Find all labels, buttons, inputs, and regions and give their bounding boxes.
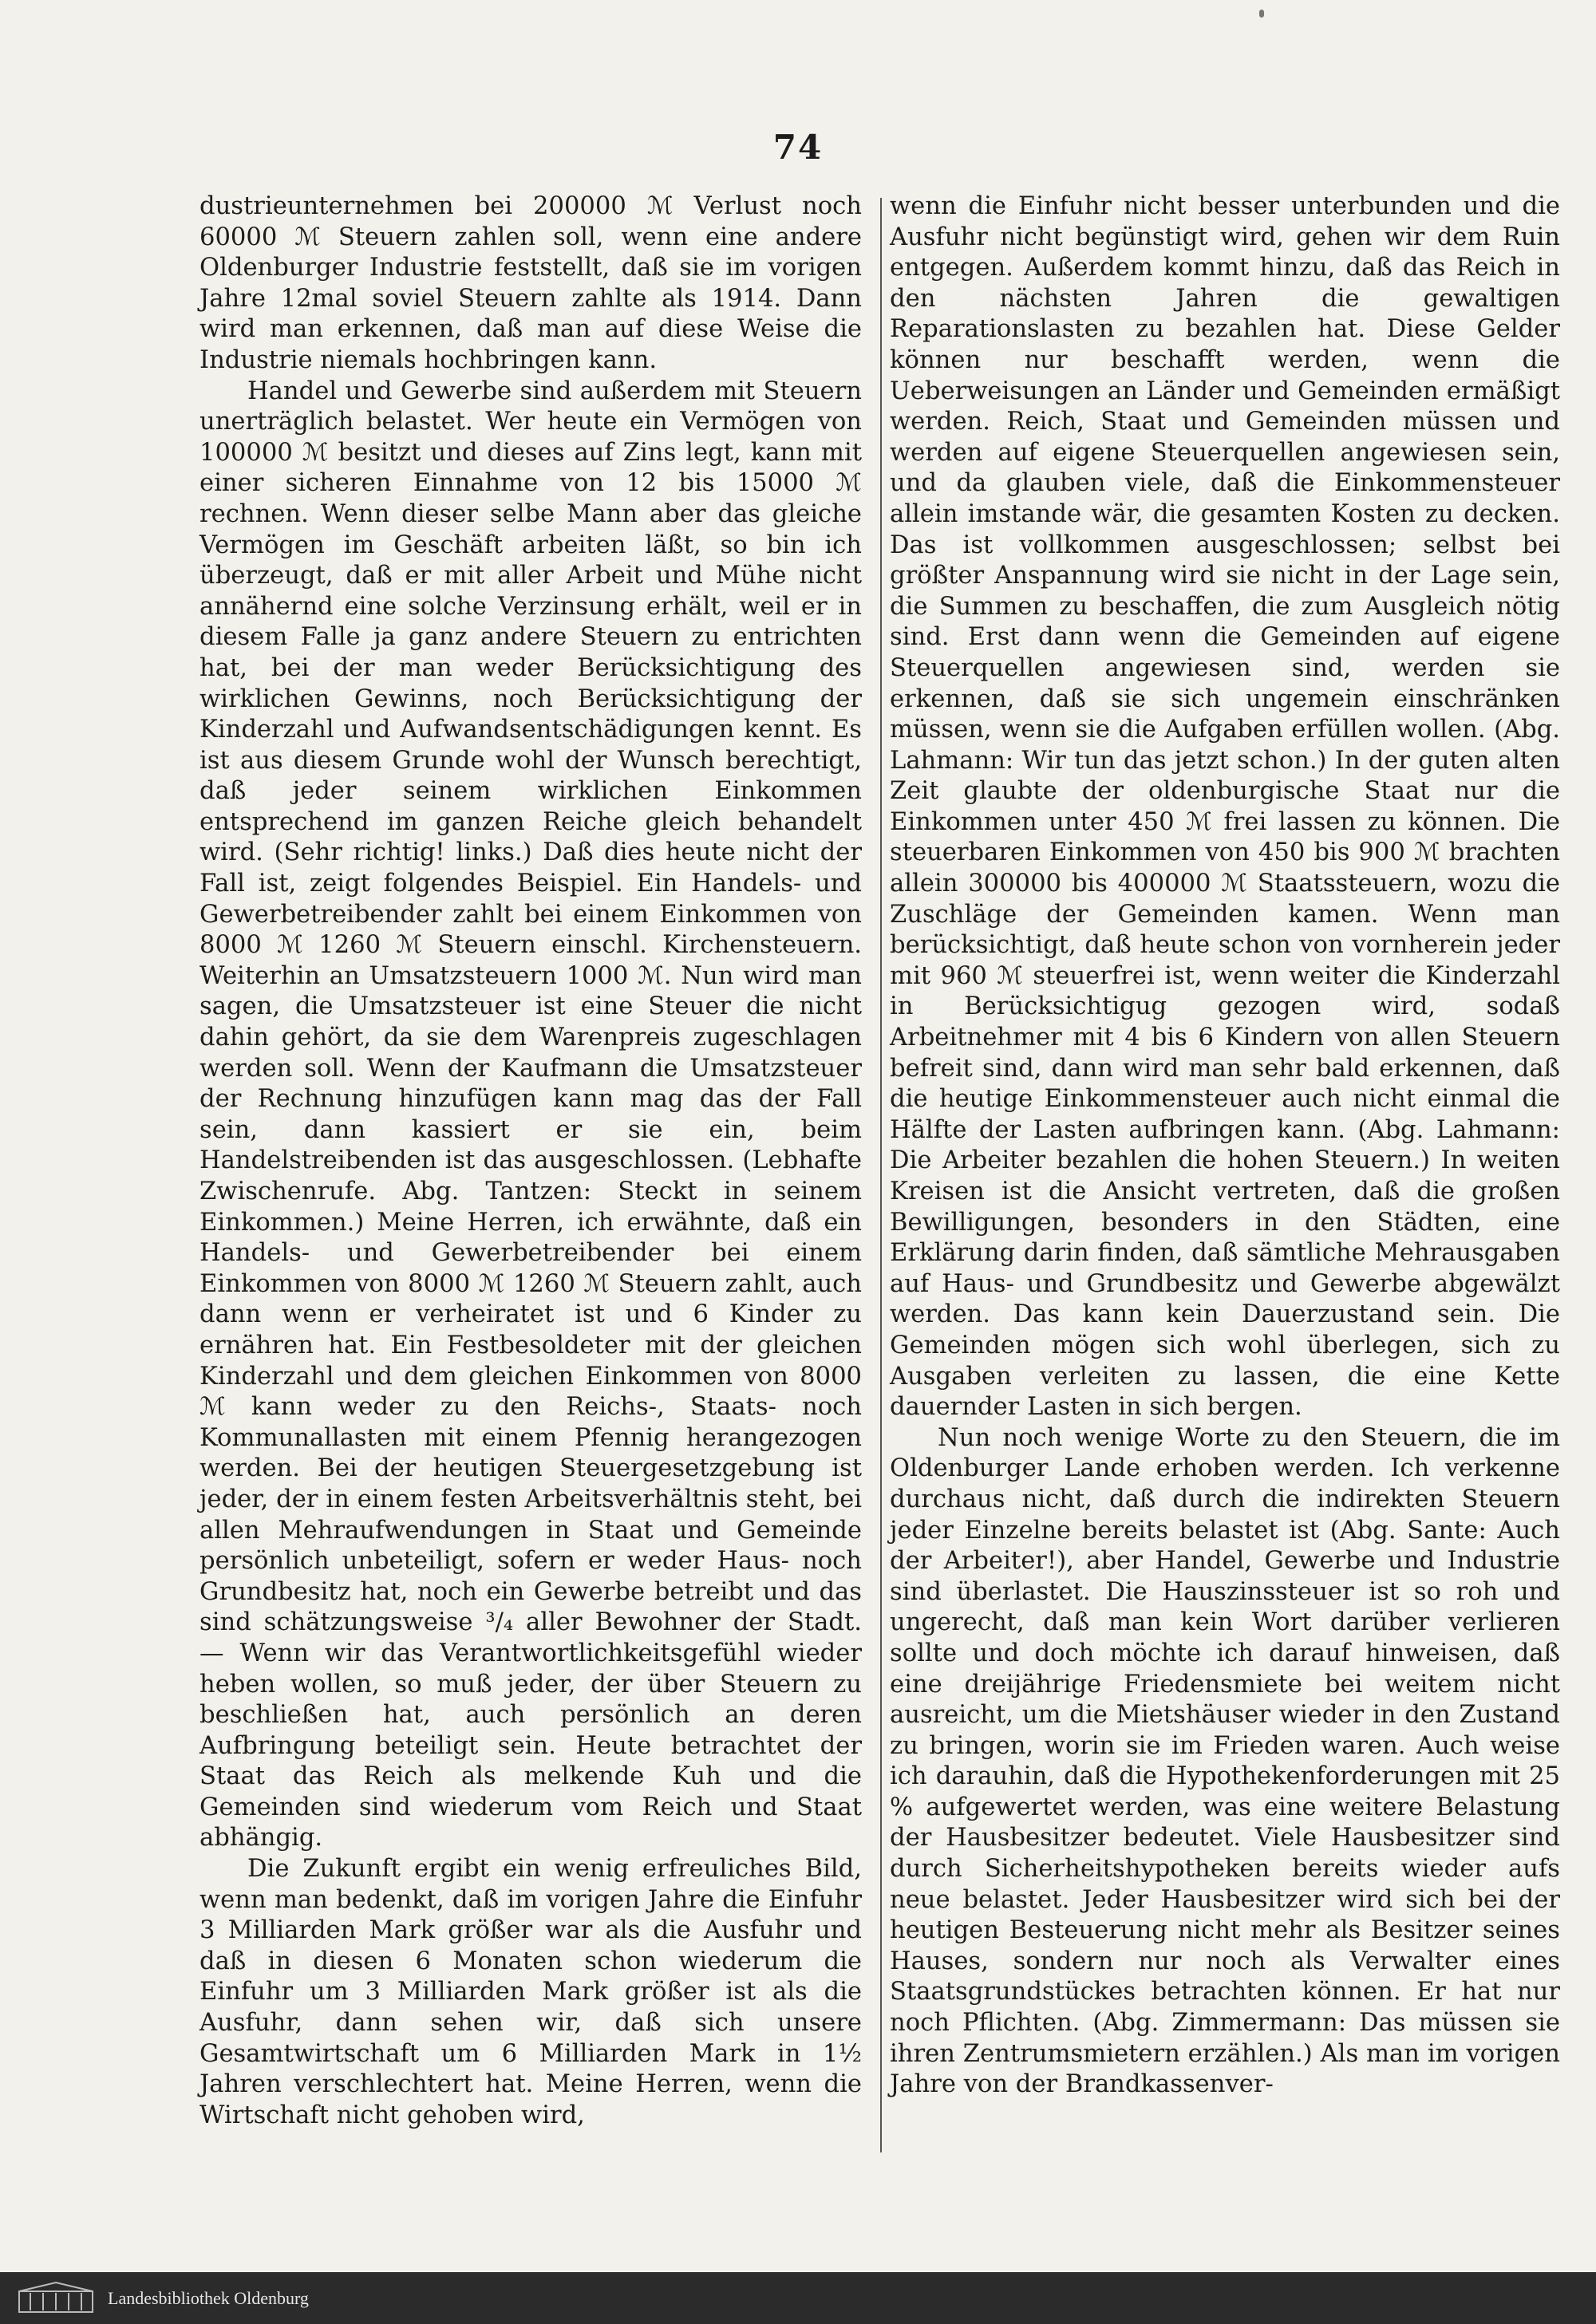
left-paragraph-3: Die Zukunft ergibt ein wenig erfreuliches Bild, wenn man bedenkt, daß im vorigen Jahre die Einfuhr 3 Milliarden Mark größer war als die Ausfuhr und daß in diesen 6 Monaten schon wiederum die Einfuhr um 3 Milliarden Mark größer ist als die Ausfuhr, dann sehen wir, daß sich unsere Gesamtwirtschaft um 6 Milliarden Mark in 1½ Jahren verschlechtert hat. Meine Herren, wenn die Wirtschaft nicht gehoben wird, [200, 1855, 862, 2129]
scan-speck [1259, 10, 1264, 18]
footer-library-name: Landesbibliothek Oldenburg [108, 2288, 309, 2308]
left-paragraph-1: dustrieunternehmen bei 200000 ℳ Verlust noch 60000 ℳ Steuern zahlen soll, wenn eine andere Oldenburger Industrie feststellt, daß sie im vorigen Jahre 12mal soviel Steuern zahlte als 1914. Dann wird man erkennen, daß man auf diese Weise die Industrie niemals hochbringen kann. [200, 192, 862, 374]
right-paragraph-1: wenn die Einfuhr nicht besser unterbunden und die Ausfuhr nicht begünstigt wird, gehen wir dem Ruin entgegen. Außerdem kommt hinzu, daß das Reich in den nächsten Jahren die gewaltigen Reparationslasten zu bezahlen hat. Diese Gelder können nur beschafft werden, wenn die Ueberweisungen an Länder und Gemeinden ermäßigt werden. Reich, Staat und Gemeinden müssen und werden auf eigene Steuerquellen angewiesen sein, und da glauben viele, daß die Einkommensteuer allein imstande wär, die gesamten Kosten zu decken. Das ist vollkommen ausgeschlossen; selbst bei größter Anspannung wird sie nicht in der Lage sein, die Summen zu beschaffen, die zum Ausgleich nötig sind. Erst dann wenn die Gemeinden auf eigene Steuerquellen angewiesen sind, werden sie erkennen, daß sie sich ungemein einschränken müssen, wenn sie die Aufgaben erfüllen wollen. (Abg. Lahmann: Wir tun das jetzt schon.) In der guten alten Zeit glaubte der oldenburgische Staat nur die Einkommen unter 450 ℳ frei lassen zu können. Die steuerbaren Einkommen von 450 bis 900 ℳ brachten allein 300000 bis 400000 ℳ Staatssteuern, wozu die Zuschläge der Gemeinden kamen. Wenn man berücksichtigt, daß heute schon von vornherein jeder mit 960 ℳ steuerfrei ist, wenn weiter die Kinderzahl in Berücksichtigug gezogen wird, sodaß Arbeitnehmer mit 4 bis 6 Kindern von allen Steuern befreit sind, dann wird man sehr bald erkennen, daß die heutige Einkommensteuer auch nicht einmal die Hälfte der Lasten aufbringen kann. (Abg. Lahmann: Die Arbeiter bezahlen die hohen Steuern.) In weiten Kreisen ist die Ansicht vertreten, daß die großen Bewilligungen, besonders in den Städten, eine Erklärung darin finden, daß sämtliche Mehrausgaben auf Haus- und Grundbesitz und Gewerbe abgewälzt werden. Das kann kein Dauerzustand sein. Die Gemeinden mögen sich wohl überlegen, sich zu Ausgaben verleiten zu lassen, die eine Kette dauernder Lasten in sich bergen. [890, 192, 1560, 1422]
left-column [200, 191, 862, 2131]
column-divider [880, 198, 882, 2152]
right-column [890, 191, 1560, 2101]
footer-bar [0, 2272, 1596, 2324]
page-number: 74 [772, 128, 824, 167]
left-paragraph-2: Handel und Gewerbe sind außerdem mit Steuern unerträglich belastet. Wer heute ein Vermögen von 100000 ℳ besitzt und dieses auf Zins legt, kann mit einer sicheren Einnahme von 12 bis 15000 ℳ rechnen. Wenn dieser selbe Mann aber das gleiche Vermögen im Geschäft arbeiten läßt, so bin ich überzeugt, daß er mit aller Arbeit und Mühe nicht annähernd eine solche Verzinsung erhält, weil er in diesem Falle ja ganz andere Steuern zu entrichten hat, bei der man weder Berücksichtigung des wirklichen Gewinns, noch Berücksichtigung der Kinderzahl und Aufwandsentschädigungen kennt. Es ist aus diesem Grunde wohl der Wunsch berechtigt, daß jeder seinem wirklichen Einkommen entsprechend im ganzen Reiche gleich behandelt wird. (Sehr richtig! links.) Daß dies heute nicht der Fall ist, zeigt folgendes Beispiel. Ein Handels- und Gewerbetreibender zahlt bei einem Einkommen von 8000 ℳ 1260 ℳ Steuern einschl. Kirchensteuern. Weiterhin an Umsatzsteuern 1000 ℳ. Nun wird man sagen, die Umsatzsteuer ist eine Steuer die nicht dahin gehört, da sie dem Warenpreis zugeschlagen werden soll. Wenn der Kaufmann die Umsatzsteuer der Rechnung hinzufügen kann mag das der Fall sein, dann kassiert er sie ein, beim Handelstreibenden ist das ausgeschlossen. (Lebhafte Zwischenrufe. Abg. Tantzen: Steckt in seinem Einkommen.) Meine Herren, ich erwähnte, daß ein Handels- und Gewerbetreibender bei einem Einkommen von 8000 ℳ 1260 ℳ Steuern zahlt, auch dann wenn er verheiratet ist und 6 Kinder zu ernähren hat. Ein Festbesoldeter mit der gleichen Kinderzahl und dem gleichen Einkommen von 8000 ℳ kann weder zu den Reichs-, Staats- noch Kommunallasten mit einem Pfennig herangezogen werden. Bei der heutigen Steuergesetzgebung ist jeder, der in einem festen Arbeitsverhältnis steht, bei allen Mehraufwendungen in Staat und Gemeinde persönlich unbeteiligt, sofern er weder Haus- noch Grundbesitz hat, noch ein Gewerbe betreibt und das sind schätzungsweise ³/₄ aller Bewohner der Stadt. — Wenn wir das Verantwortlichkeitsgefühl wieder heben wollen, so muß jeder, der über Steuern zu beschließen hat, auch persönlich an deren Aufbringung beteiligt sein. Heute betrachtet der Staat das Reich als melkende Kuh und die Gemeinden sind wiederum vom Reich und Staat abhängig. [200, 377, 862, 1852]
right-paragraph-2: Nun noch wenige Worte zu den Steuern, die im Oldenburger Lande erhoben werden. Ich verkenne durchaus nicht, daß durch die indirekten Steuern jeder Einzelne bereits belastet ist (Abg. Sante: Auch der Arbeiter!), aber Handel, Gewerbe und Industrie sind überlastet. Die Hauszinssteuer ist so roh und ungerecht, daß man kein Wort darüber verlieren sollte und doch möchte ich darauf hinweisen, daß eine dreijährige Friedensmiete bei weitem nicht ausreicht, um die Mietshäuser wieder in den Zustand zu bringen, worin sie im Frieden waren. Auch weise ich darauhin, daß die Hypothekenforderungen mit 25 % aufgewertet werden, was eine weitere Belastung der Hausbesitzer bedeutet. Viele Hausbesitzer sind durch Sicherheitshypotheken bereits wieder aufs neue belastet. Jeder Hausbesitzer wird sich bei der heutigen Besteuerung nicht mehr als Besitzer seines Hauses, sondern nur noch als Verwalter eines Staatsgrundstückes betrachten können. Er hat nur noch Pflichten. (Abg. Zimmermann: Das müssen sie ihren Zentrumsmietern erzählen.) Als man im vorigen Jahre von der Brandkassenver- [890, 1423, 1560, 2099]
library-building-icon [16, 2280, 96, 2315]
